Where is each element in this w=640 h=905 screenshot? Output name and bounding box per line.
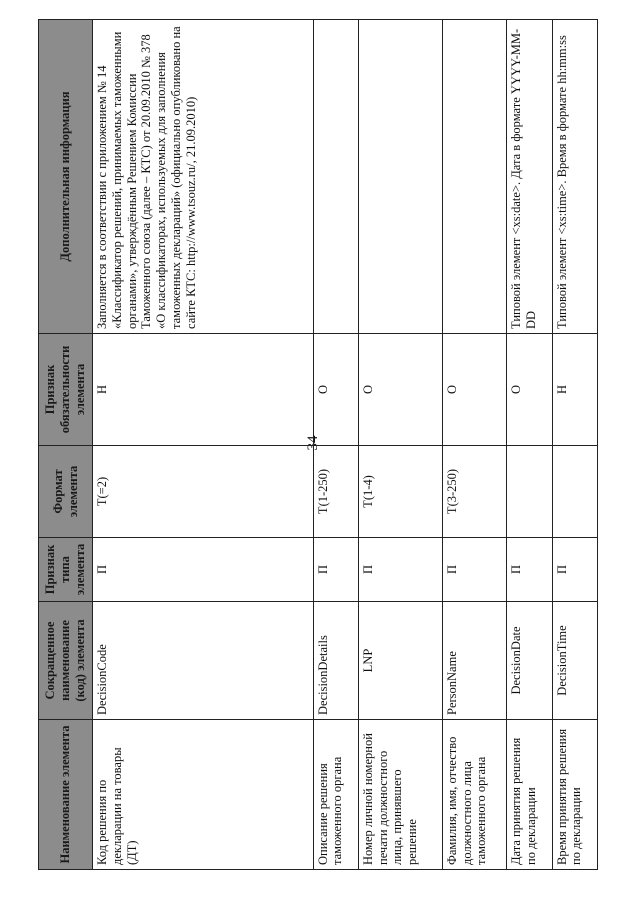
cell-name: Фамилия, имя, отчество должностного лица таможенного органа bbox=[442, 720, 507, 870]
cell-info: Типовой элемент <xs:time>. Время в формате hh:mm:ss bbox=[552, 20, 597, 334]
cell-type: П bbox=[552, 538, 597, 602]
column-header-name: Наименование элемента bbox=[39, 720, 93, 870]
cell-required: О bbox=[313, 334, 358, 446]
cell-info bbox=[358, 20, 442, 334]
cell-info: Заполняется в соответствии с приложением № 14 «Классификатор решений, принимаемых таможенными органами», утверждённым Решением Комиссии Таможенного союза (далее – КТС) от 20.09.2010 № 378 «О классификаторах, используемых для заполнения таможенных деклараций» (официально опубликовано на сайте КТС: http://www.tsouz.ru/, 21.09.2010) bbox=[93, 20, 314, 334]
cell-format: T(=2) bbox=[93, 446, 314, 538]
cell-name: Время принятия решения по декларации bbox=[552, 720, 597, 870]
rotated-table-container bbox=[38, 20, 598, 870]
column-header-required: Признак обязательности элемента bbox=[39, 334, 93, 446]
cell-required: О bbox=[442, 334, 507, 446]
cell-code: PersonName bbox=[442, 602, 507, 720]
cell-required: Н bbox=[552, 334, 597, 446]
column-header-code: Сокращенное наименование (код) элемента bbox=[39, 602, 93, 720]
cell-info bbox=[442, 20, 507, 334]
cell-name: Номер личной номерной печати должностного лица, принявшего решение bbox=[358, 720, 442, 870]
page-number: 34 bbox=[305, 435, 321, 451]
cell-format: T(1-250) bbox=[313, 446, 358, 538]
table-row bbox=[358, 20, 442, 870]
cell-format bbox=[507, 446, 552, 538]
elements-table bbox=[38, 19, 598, 870]
cell-type: П bbox=[93, 538, 314, 602]
table-row bbox=[313, 20, 358, 870]
cell-name: Дата принятия решения по декларации bbox=[507, 720, 552, 870]
cell-code: DecisionDate bbox=[507, 602, 552, 720]
cell-type: П bbox=[442, 538, 507, 602]
cell-format: T(3-250) bbox=[442, 446, 507, 538]
column-header-info: Дополнительная информация bbox=[39, 20, 93, 334]
cell-name: Описание решения таможенного органа bbox=[313, 720, 358, 870]
column-header-format: Формат элемента bbox=[39, 446, 93, 538]
cell-type: П bbox=[313, 538, 358, 602]
cell-required: О bbox=[358, 334, 442, 446]
cell-name: Код решения по декларации на товары (ДТ) bbox=[93, 720, 314, 870]
table-row bbox=[93, 20, 314, 870]
cell-info bbox=[313, 20, 358, 334]
table-row bbox=[552, 20, 597, 870]
cell-code: DecisionCode bbox=[93, 602, 314, 720]
cell-info: Типовой элемент <xs:date>. Дата в формате YYYY-MM-DD bbox=[507, 20, 552, 334]
cell-format: T(1-4) bbox=[358, 446, 442, 538]
cell-code: DecisionTime bbox=[552, 602, 597, 720]
table-header-row bbox=[39, 20, 93, 870]
cell-format bbox=[552, 446, 597, 538]
cell-type: П bbox=[358, 538, 442, 602]
cell-required: Н bbox=[93, 334, 314, 446]
cell-code: DecisionDetails bbox=[313, 602, 358, 720]
column-header-type: Признак типа элемента bbox=[39, 538, 93, 602]
cell-code: LNP bbox=[358, 602, 442, 720]
cell-required: О bbox=[507, 334, 552, 446]
table-row bbox=[442, 20, 507, 870]
cell-type: П bbox=[507, 538, 552, 602]
table-row bbox=[507, 20, 552, 870]
